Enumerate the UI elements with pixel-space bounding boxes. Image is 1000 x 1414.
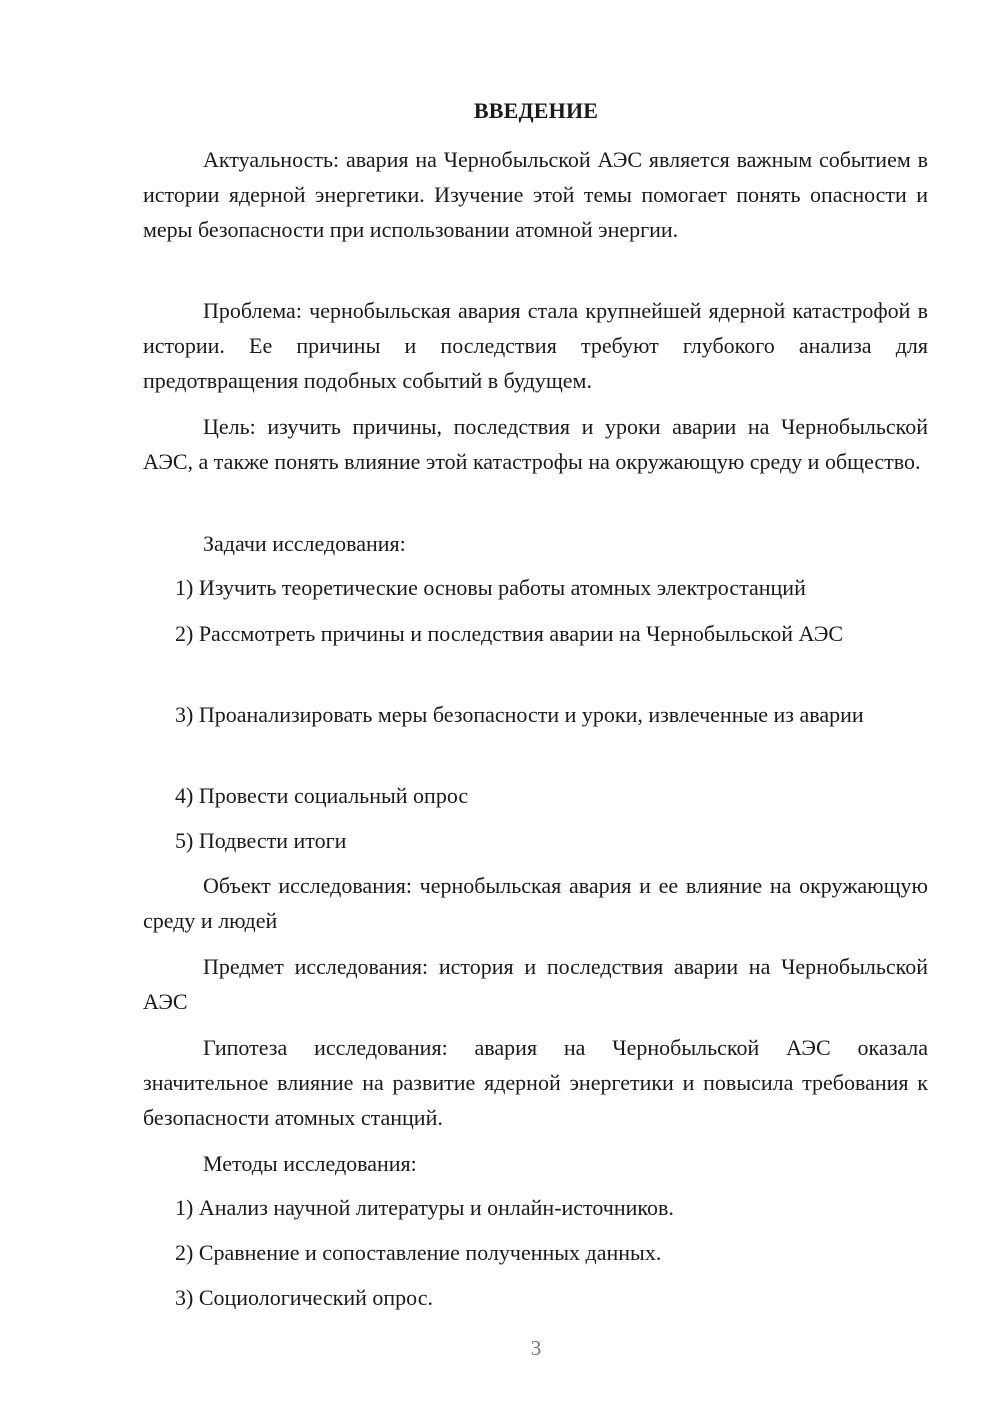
task-item-3: 3) Проанализировать меры безопасности и уроки, извлеченные из аварии xyxy=(175,702,864,727)
method-item-3: 3) Социологический опрос. xyxy=(175,1285,433,1310)
method-item-2: 2) Сравнение и сопоставление полученных данных. xyxy=(175,1240,662,1265)
task-item-1: 1) Изучить теоретические основы работы атомных электростанций xyxy=(175,575,806,600)
paragraph-methods-heading: Методы исследования: xyxy=(203,1151,417,1176)
task-item-4: 4) Провести социальный опрос xyxy=(175,783,469,808)
paragraph-tasks-heading: Задачи исследования: xyxy=(203,531,406,556)
paragraph-object: Объект исследования: чернобыльская авария и ее влияние на окружающую среду и людей xyxy=(143,873,928,933)
paragraph-relevance: Актуальность: авария на Чернобыльской АЭС является важным событием в истории ядерной энергетики. Изучение этой темы помогает понять опасности и меры безопасности при использовании атомной энергии. xyxy=(143,147,928,242)
paragraph-hypothesis: Гипотеза исследования: авария на Чернобыльской АЭС оказала значительное влияние на развитие ядерной энергетики и повысила требования к безопасности атомных станций. xyxy=(143,1035,928,1130)
paragraph-problem: Проблема: чернобыльская авария стала крупнейшей ядерной катастрофой в истории. Ее причины и последствия требуют глубокого анализа для предотвращения подобных событий в будущем. xyxy=(143,298,928,393)
paragraph-subject: Предмет исследования: история и последствия аварии на Чернобыльской АЭС xyxy=(143,954,928,1014)
paragraph-goal: Цель: изучить причины, последствия и уроки аварии на Чернобыльской АЭС, а также понять влияние этой катастрофы на окружающую среду и общество. xyxy=(143,414,928,474)
page-title: ВВЕДЕНИЕ xyxy=(473,98,599,123)
task-item-2: 2) Рассмотреть причины и последствия аварии на Чернобыльской АЭС xyxy=(175,621,844,646)
page-number: 3 xyxy=(530,1336,542,1360)
task-item-5: 5) Подвести итоги xyxy=(175,828,347,853)
method-item-1: 1) Анализ научной литературы и онлайн-источников. xyxy=(175,1195,674,1220)
